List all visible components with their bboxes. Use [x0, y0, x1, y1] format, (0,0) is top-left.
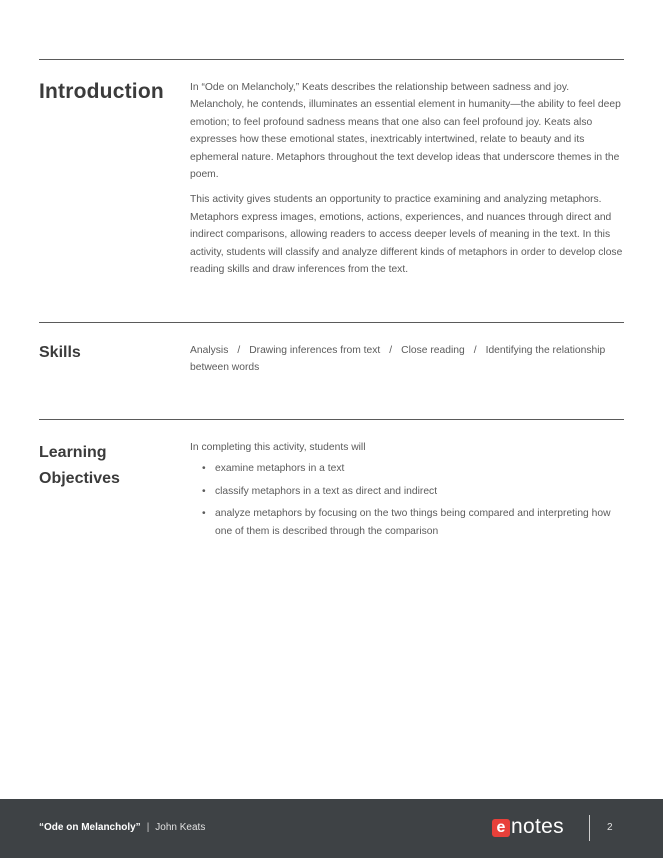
- top-divider: [39, 59, 624, 60]
- bullet-icon: •: [202, 485, 206, 497]
- page-footer: [0, 799, 663, 858]
- page-number: 2: [607, 822, 613, 833]
- skills-list: [190, 342, 626, 377]
- objectives-list: [190, 460, 626, 540]
- skill-separator: /: [237, 345, 241, 356]
- footer-work-title: “Ode on Melancholy”: [39, 822, 141, 833]
- skill-item: Drawing inferences from text: [249, 345, 381, 356]
- skill-item: Identifying the relationship between words: [190, 345, 606, 374]
- list-item: [190, 483, 626, 500]
- skill-separator: /: [389, 345, 393, 356]
- skill-item: Close reading: [401, 345, 465, 356]
- list-item: [190, 460, 626, 477]
- introduction-body: [190, 79, 626, 278]
- introduction-paragraph-1: In “Ode on Melancholy,” Keats describes the relationship between sadness and joy. Melancholy, he contends, illuminates an essential element in humanity—the ability to feel deep emotion; to feel profound sadness means that one also can feel profound joy. Keats also expresses how these emotional states, inextricably intertwined, relate to beauty and its ephemeral nature. Metaphors throughout the text develop ideas that underscore themes in the poem.: [190, 82, 621, 181]
- learning-objectives-heading-line1: Learning: [39, 444, 107, 461]
- learning-objectives-heading: [39, 440, 179, 492]
- introduction-heading: Introduction: [39, 80, 164, 103]
- skill-separator: /: [473, 345, 477, 356]
- footer-author: John Keats: [155, 822, 206, 833]
- enotes-logo-text: notes: [511, 815, 564, 838]
- footer-separator: |: [146, 822, 150, 833]
- skill-item: Analysis: [190, 345, 229, 356]
- skills-heading: Skills: [39, 344, 81, 361]
- bullet-icon: •: [202, 508, 206, 520]
- objectives-divider: [39, 419, 624, 420]
- objective-text: classify metaphors in a text as direct and indirect: [215, 485, 438, 497]
- enotes-logo-icon: e: [492, 819, 510, 837]
- skills-divider: [39, 322, 624, 323]
- learning-objectives-body: [190, 439, 626, 545]
- learning-objectives-heading-line2: Objectives: [39, 470, 120, 487]
- footer-divider: [589, 815, 590, 841]
- footer-title: [39, 822, 205, 833]
- introduction-paragraph-2: This activity gives students an opportunity to practice examining and analyzing metaphors. Metaphors express images, emotions, actions, experiences, and nuances through direct and indirect comparisons, allowing readers to access deeper levels of meaning in the text. In this activity, students will classify and analyze different kinds of metaphors in order to develop close reading skills and draw inferences from the text.: [190, 194, 623, 276]
- list-item: [190, 505, 626, 540]
- objective-text: examine metaphors in a text: [215, 463, 345, 475]
- bullet-icon: •: [202, 463, 206, 475]
- learning-objectives-intro: In completing this activity, students will: [190, 442, 366, 453]
- objective-text: analyze metaphors by focusing on the two things being compared and interpreting how one of them is described through the comparison: [215, 508, 611, 537]
